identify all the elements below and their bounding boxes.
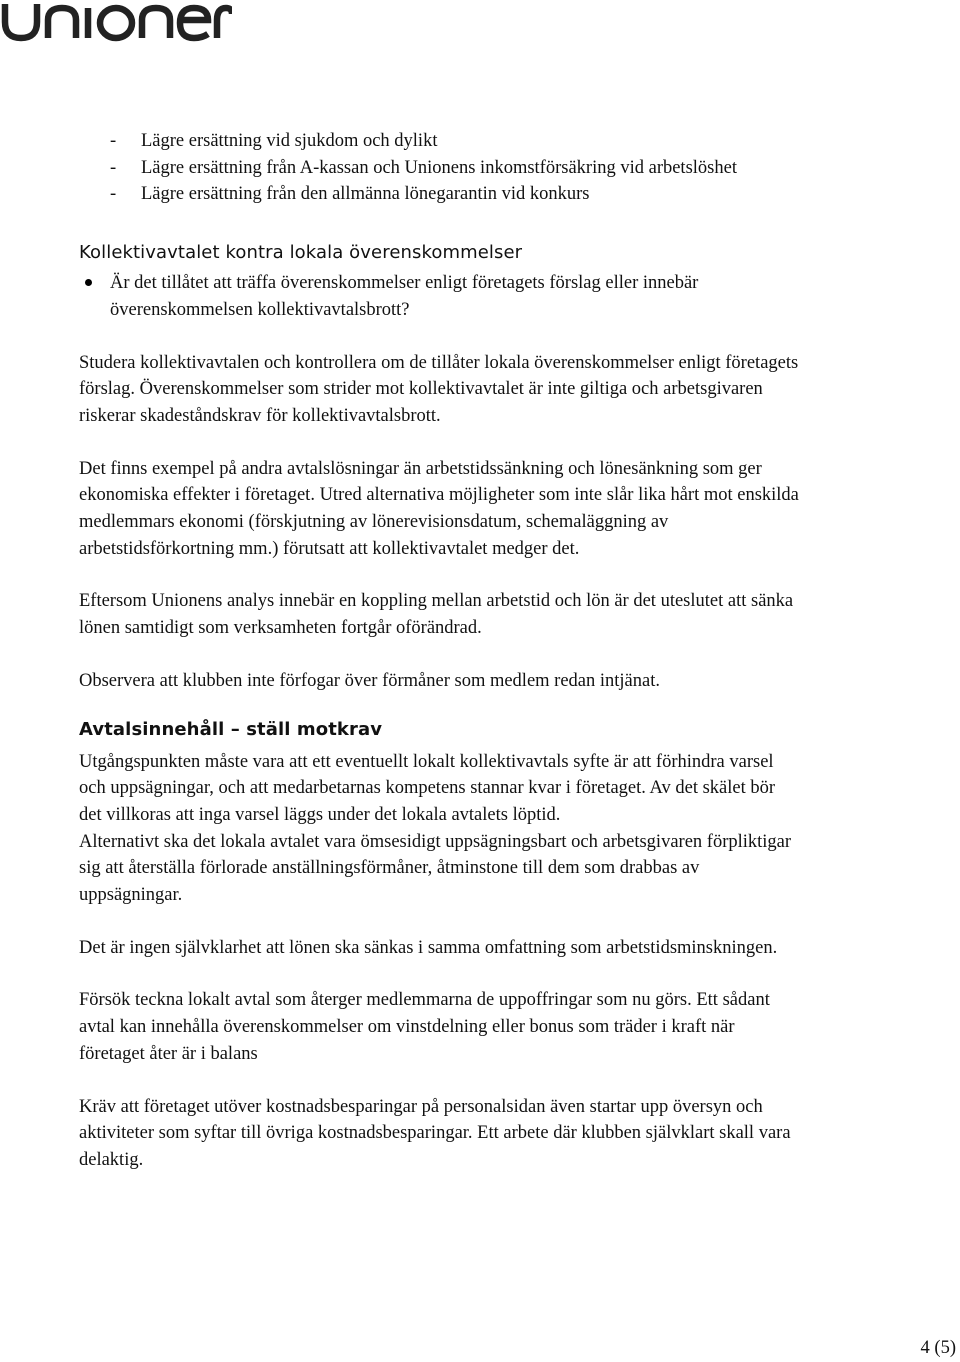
consequence-list bbox=[79, 128, 799, 208]
list-item: Är det tillåtet att träffa överenskommelser enligt företagets förslag eller innebär överenskommelsen kollektivavtalsbrott? bbox=[79, 270, 799, 323]
paragraph: Kräv att företaget utöver kostnadsbesparingar på personalsidan även startar upp översyn och aktiviteter som syftar till övriga kostnadsbesparingar. Ett arbete där klubben självklart skall vara delaktig. bbox=[79, 1096, 791, 1170]
list-item: - Lägre ersättning från den allmänna lönegarantin vid konkurs bbox=[110, 184, 590, 205]
page-number: 4 (5) bbox=[920, 1338, 956, 1358]
bullet-icon bbox=[85, 279, 92, 286]
paragraph: Eftersom Unionens analys innebär en koppling mellan arbetstid och lön är det uteslutet att sänka lönen samtidigt som verksamheten fortgår oförändrad. bbox=[79, 591, 794, 639]
paragraph: Studera kollektivavtalen och kontrollera om de tillåter lokala överenskommelser enligt företagets förslag. Överenskommelser som strider mot kollektivavtalet är inte giltiga och arbetsgivaren riskerar skadeståndskrav för kollektivavtalsbrott. bbox=[79, 352, 799, 426]
paragraph: Det är ingen självklarhet att lönen ska sänkas i samma omfattning som arbetstidsminskningen. bbox=[79, 937, 778, 958]
section-heading-avtalsinnehall: Avtalsinnehåll – ställ motkrav bbox=[79, 718, 383, 740]
document-body bbox=[79, 128, 799, 1174]
paragraph: Försök teckna lokalt avtal som återger medlemmarna de uppoffringar som nu görs. Ett sådant avtal kan innehålla överenskommelser om vinstdelning eller bonus som träder i kraft när företaget åter är i balans bbox=[79, 990, 770, 1064]
question-list bbox=[79, 270, 799, 323]
paragraph: Alternativt ska det lokala avtalet vara ömsesidigt uppsägningsbart och arbetsgivaren förpliktigar sig att återställa förlorade anställningsförmåner, åtminstone till dem som drabbas av uppsägningar. bbox=[79, 831, 792, 906]
unionen-logo bbox=[0, 0, 232, 42]
paragraph: Det finns exempel på andra avtalslösningar än arbetstidssänkning och lönesänkning som ger ekonomiska effekter i företaget. Utred alternativa möjligheter som inte slår lika hårt mot enskilda medlemmars ekonomi (förskjutning av lönerevisionsdatum, schemaläggning av arbetstidsförkortning mm.) förutsatt att kollektivavtalet medger det. bbox=[79, 458, 799, 559]
list-item: - Lägre ersättning vid sjukdom och dylikt bbox=[110, 131, 438, 151]
section-heading-kollektivavtal: Kollektivavtalet kontra lokala överenskommelser bbox=[79, 242, 523, 264]
paragraph: Observera att klubben inte förfogar över förmåner som medlem redan intjänat. bbox=[79, 670, 660, 691]
paragraph: Utgångspunkten måste vara att ett eventuellt lokalt kollektivavtals syfte är att förhindra varsel och uppsägningar, och att medarbetarnas kompetens stannar kvar i företaget. Av det skälet bör det villkoras att inga varsel läggs under det lokala avtalets löptid. bbox=[79, 751, 776, 825]
list-item: - Lägre ersättning från A-kassan och Unionens inkomstförsäkring vid arbetslöshet bbox=[110, 157, 737, 178]
